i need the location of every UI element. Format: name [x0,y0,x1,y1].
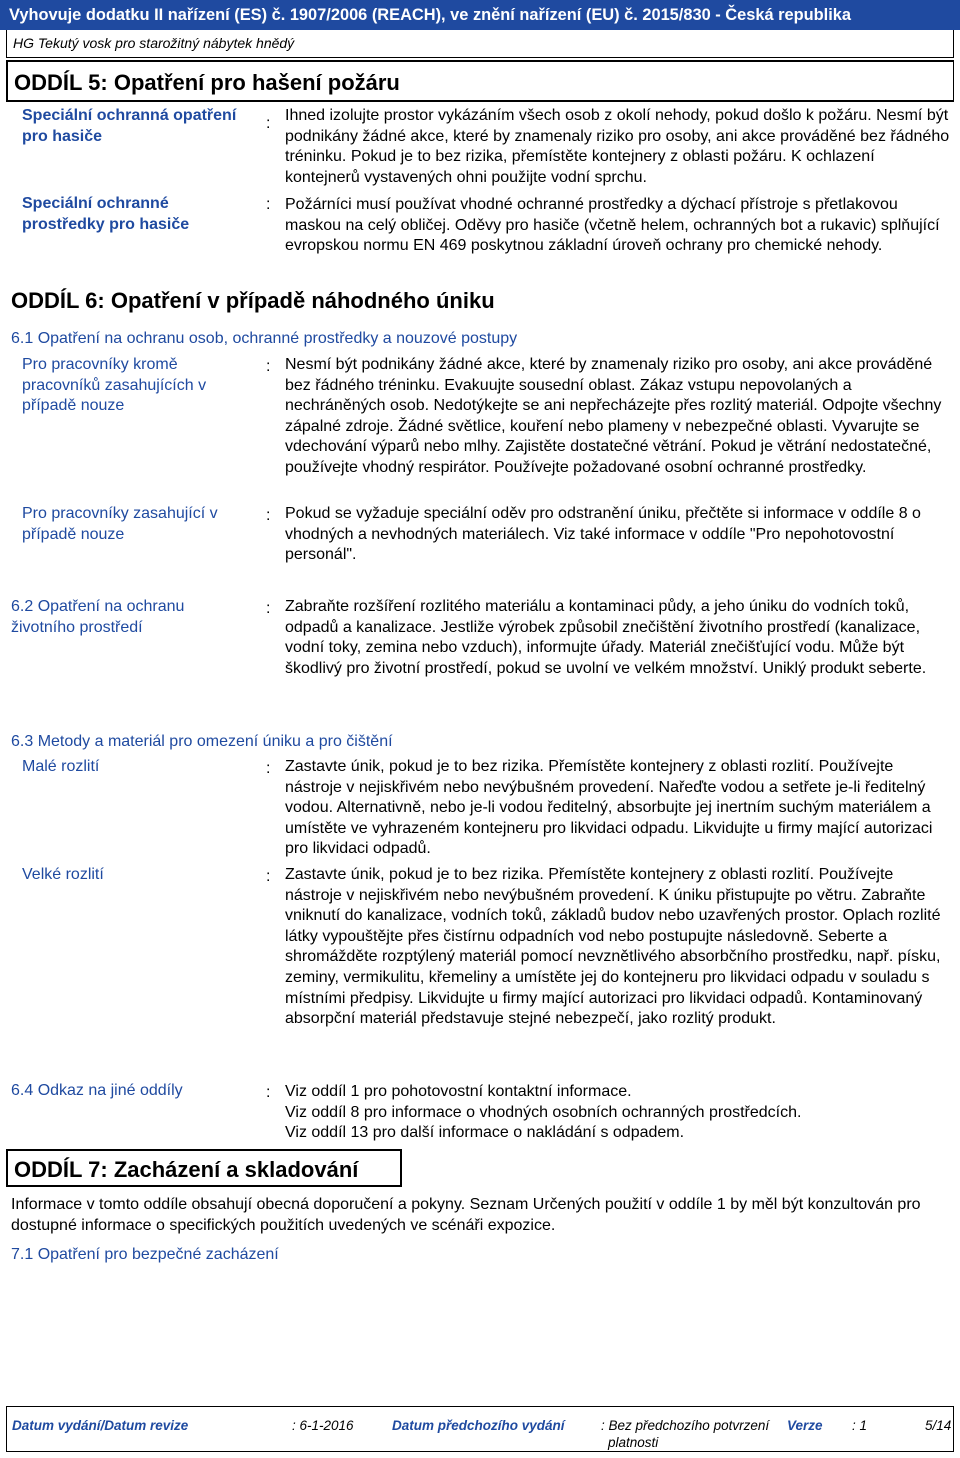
colon: : [266,507,271,524]
fire-protective-actions-label: Speciální ochranná opatření pro hasiče [22,107,237,145]
colon: : [266,600,271,617]
colon: : [266,115,271,132]
previous-issue-value-continued: platnosti [608,1435,659,1450]
version-value: : 1 [852,1418,868,1433]
page-footer [6,1406,954,1452]
other-sections-reference-label: 6.4 Odkaz na jiné oddíly [11,1082,183,1099]
section-7-heading-box [6,1149,402,1187]
emergency-responders-label: Pro pracovníky zasahující v případě nouze [22,505,218,543]
firefighter-equipment-text: Požárníci musí používat vhodné ochranné prostředky a dýchací přístroje s přetlakovou maskou na celý obličej. Oděvy pro hasiče (včetně helem, ochranných bot a rukavic) splňující evropskou normu EN 469 poskytnou základní úroveň ochrany pro chemické nehody. [285,196,940,255]
colon: : [266,760,271,777]
colon: : [266,358,271,375]
previous-issue-label: Datum předchozího vydání [392,1418,565,1433]
reference-line: Viz oddíl 1 pro pohotovostní kontaktní informace. [285,1083,632,1100]
subsection-7-1-title: 7.1 Opatření pro bezpečné zacházení [11,1246,279,1263]
document-header-bar [0,0,960,30]
section-7-title: ODDÍL 7: Zacházení a skladování [14,1157,359,1182]
non-emergency-personnel-text: Nesmí být podnikány žádné akce, které by znamenaly riziko pro osoby, ani akce prováděné bez řádného tréninku. Evakuujte sousední oblast. Zákaz vstupu nepovolaných a nechráněných osob. Nedotýkejte se ani nepřecházejte přes rozlitý materiál. Odpojte všechny zápalné zdroje. Žádné světlice, kouření nebo plameny v nebezpečné oblasti. Vyvarujte se vdechování výparů nebo mlhy. Zajistěte dostatečné větrání. Pokud je větrání nedostatečné, používejte vhodný respirátor. Používejte požadované osobní ochranné prostředky. [285,356,942,476]
firefighter-equipment-label: Speciální ochranné prostředky pro hasiče [22,195,190,233]
reference-line: Viz oddíl 13 pro další informace o nakládání s odpadem. [285,1124,685,1142]
large-spill-label: Velké rozlití [22,866,104,883]
subsection-6-1-title: 6.1 Opatření na ochranu osob, ochranné prostředky a nouzové postupy [11,330,518,347]
environmental-precautions-label: 6.2 Opatření na ochranu životního prostředí [11,598,185,636]
subsection-6-3-title: 6.3 Metody a materiál pro omezení úniku a pro čištění [11,733,393,750]
previous-issue-value: : Bez předchozího potvrzení [601,1418,770,1433]
issue-date-value: : 6-1-2016 [292,1418,354,1433]
version-label: Verze [787,1418,823,1433]
section-7-intro: Informace v tomto oddíle obsahují obecná doporučení a pokyny. Seznam Určených použití v oddíle 1 by měl být konzultován pro dostupné informace o specifických použitích uvedených ve scénáři expozice. [11,1196,921,1234]
colon: : [266,196,271,213]
non-emergency-personnel-label: Pro pracovníky kromě pracovníků zasahujících v případě nouze [22,356,207,414]
environmental-precautions-text: Zabraňte rozšíření rozlitého materiálu a kontaminaci půdy, a jeho úniku do vodních toků, odpadů a kanalizace. Jestliže výrobek způsobil znečištění životního prostředí (kanalizace, vodní toky, zemina nebo vzduch), informujte úřady. Materiál znečišťující vodu. Může být škodlivý pro životní prostředí, pokud se uvolní ve velkém množství. Uniklý produkt seberte. [285,598,927,677]
reference-line: Viz oddíl 8 pro informace o vhodných osobních ochranných prostředcích. [285,1103,802,1121]
small-spill-text: Zastavte únik, pokud je to bez rizika. Přemístěte kontejnery z oblasti rozlití. Používejte nástroje v nejiskřivém nebo nevýbušném provedení. Nařeďte vodou a setřete je-li ředitelný vodou. Alternativně, nebo je-li vodou ředitelný, absorbujte jej inertním suchým materiálem a umístěte ve vyhrazeném kontejneru pro likvidaci odpadu. Likvidujte u firmy mající autorizaci pro likvidaci odpadů. [285,758,933,858]
emergency-responders-text: Pokud se vyžaduje speciální oděv pro odstranění úniku, přečtěte si informace v oddíle 8 o vhodných a nevhodných materiálech. Viz také informace v oddíle "Pro nepohotovostní personál". [285,505,921,564]
colon: : [266,868,271,885]
other-sections-reference-list [285,1082,950,1144]
section-6-title: ODDÍL 6: Opatření v případě náhodného úniku [11,288,495,313]
page-number: 5/14 [925,1418,952,1433]
regulation-title: Vyhovuje dodatku II nařízení (ES) č. 1907/2006 (REACH), ve znění nařízení (EU) č. 2015/830 - Česká republika [9,6,851,24]
large-spill-text: Zastavte únik, pokud je to bez rizika. Přemístěte kontejnery z oblasti rozlití. Používejte nástroje v nejiskřivém nebo nevýbušném provedení. K úniku přistupujte po větru. Zabraňte vniknutí do kanalizace, vodních toků, základů budov nebo uzavřených prostor. Oplach rozlité látky vypouštějte přes čistírnu odpadních vod nebo postupujte následovně. Seberte a shromážděte rozptýlený materiál pomocí nevznětlivého absorbčního prostředku, např. písku, zeminy, vermikulitu, křemeliny a umístěte jej do kontejneru pro likvidaci odpadu v souladu s místními předpisy. Likvidujte u firmy mající autorizaci pro likvidaci odpadů. Kontaminovaný absorpční materiál představuje stejné nebezpečí, jako rozlitý produkt. [285,866,941,1028]
small-spill-label: Malé rozlití [22,758,100,775]
issue-date-label: Datum vydání/Datum revize [12,1418,189,1433]
section-5-heading-box [6,60,954,102]
colon: : [266,1084,271,1101]
product-name-box [6,30,954,58]
fire-protective-actions-text: Ihned izolujte prostor vykázáním všech osob z okolí nehody, pokud došlo k požáru. Nesmí být podnikány žádné akce, které by znamenaly riziko pro osoby, ani akce prováděné bez řádného tréninku. Pokud je to bez rizika, přemístěte kontejnery z oblasti požáru. K ochlazení kontejnerů vystavených ohni použijte vodní sprchu. [285,107,950,186]
section-5-title: ODDÍL 5: Opatření pro hašení požáru [14,70,400,95]
product-name: HG Tekutý vosk pro starožitný nábytek hnědý [13,35,295,51]
